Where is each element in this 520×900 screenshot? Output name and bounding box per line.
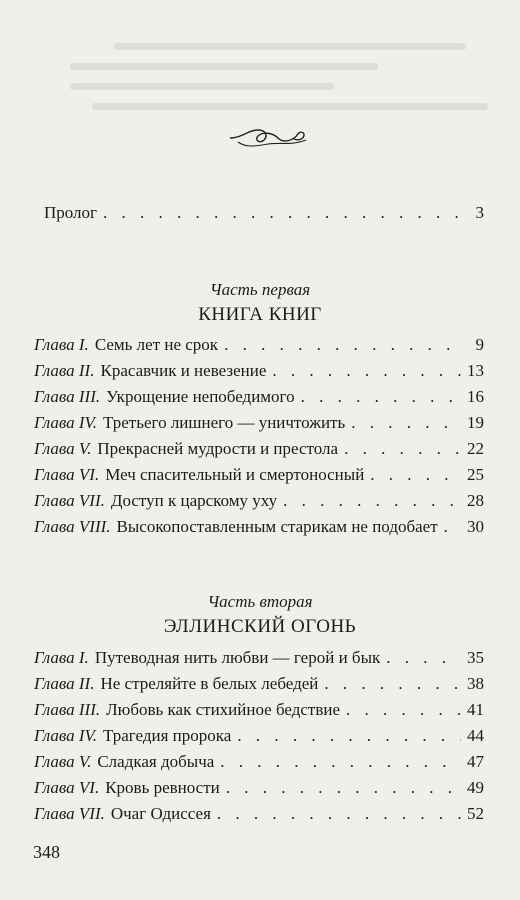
entry-title: Не стреляйте в белых лебедей <box>100 674 319 693</box>
entry-page: 19 <box>467 413 484 432</box>
entry-title: Сладкая добыча <box>97 752 215 771</box>
chapter-label: Глава V. <box>34 439 92 458</box>
toc-entry[interactable] <box>34 752 484 778</box>
entry-page: 13 <box>467 361 484 380</box>
leader-dots <box>346 700 461 720</box>
leader-dots <box>224 335 464 355</box>
entry-page: 44 <box>467 726 484 745</box>
toc-entry[interactable] <box>34 778 484 804</box>
entry-title: Очаг Одиссея <box>110 804 211 823</box>
chapter-label: Глава I. <box>34 335 89 354</box>
entry-title: Доступ к царскому уху <box>110 491 278 510</box>
leader-dots <box>351 413 461 433</box>
leader-dots <box>370 465 461 485</box>
entry-title: Пролог <box>44 203 98 222</box>
chapter-label: Глава II. <box>34 361 95 380</box>
chapter-label: Глава V. <box>34 752 92 771</box>
leader-dots <box>344 439 461 459</box>
toc-entry[interactable] <box>34 804 484 830</box>
entry-page: 25 <box>467 465 484 484</box>
entry-title: Кровь ревности <box>105 778 220 797</box>
leader-dots <box>324 674 461 694</box>
toc-entry[interactable] <box>34 465 484 491</box>
leader-dots <box>386 648 461 668</box>
leader-dots <box>272 361 461 381</box>
toc-entry[interactable] <box>34 674 484 700</box>
entry-title: Трагедия пророка <box>103 726 232 745</box>
entry-page: 16 <box>467 387 484 406</box>
entry-page: 35 <box>467 648 484 667</box>
chapter-label: Глава IV. <box>34 413 98 432</box>
toc-entry[interactable] <box>34 491 484 517</box>
entry-title: Путеводная нить любви — герой и бык <box>94 648 381 667</box>
leader-dots <box>444 517 461 537</box>
chapter-label: Глава I. <box>34 648 89 667</box>
toc-entry[interactable] <box>34 361 484 387</box>
leader-dots <box>237 726 461 746</box>
toc-entry[interactable] <box>34 726 484 752</box>
toc-entry[interactable] <box>34 413 484 439</box>
ornament-flourish-icon <box>228 122 310 154</box>
entry-title: Красавчик и невезение <box>100 361 267 380</box>
page-number: 348 <box>33 842 60 862</box>
leader-dots <box>220 752 461 772</box>
leader-dots <box>217 804 461 824</box>
entry-title: Любовь как стихийное бедствие <box>106 700 341 719</box>
entry-page: 47 <box>467 752 484 771</box>
entry-title: Высокопоставленным старикам не подобает <box>116 517 438 536</box>
chapter-label: Глава VII. <box>34 804 105 823</box>
part-two-label: Часть вторая <box>207 592 313 611</box>
chapter-label: Глава VIII. <box>34 517 111 536</box>
leader-dots <box>103 203 464 223</box>
toc-entry[interactable] <box>34 335 484 361</box>
entry-page: 30 <box>467 517 484 536</box>
leader-dots <box>283 491 461 511</box>
chapter-label: Глава III. <box>34 387 101 406</box>
entry-page: 41 <box>467 700 484 719</box>
chapter-label: Глава VI. <box>34 778 100 797</box>
entry-page: 49 <box>467 778 484 797</box>
entry-title: Укрощение непобедимого <box>106 387 295 406</box>
entry-title: Семь лет не срок <box>94 335 219 354</box>
toc-entry[interactable] <box>34 439 484 465</box>
entry-page: 28 <box>467 491 484 510</box>
chapter-label: Глава II. <box>34 674 95 693</box>
leader-dots <box>226 778 461 798</box>
chapter-label: Глава IV. <box>34 726 98 745</box>
entry-page: 22 <box>467 439 484 458</box>
toc-entry[interactable] <box>34 700 484 726</box>
part-one-label: Часть первая <box>209 280 311 299</box>
entry-page: 3 <box>475 203 484 222</box>
leader-dots <box>301 387 461 407</box>
entry-page: 38 <box>467 674 484 693</box>
toc-entry[interactable] <box>34 648 484 674</box>
entry-title: Меч спасительный и смертоносный <box>105 465 365 484</box>
entry-title: Третьего лишнего — уничтожить <box>103 413 346 432</box>
chapter-label: Глава VI. <box>34 465 100 484</box>
chapter-label: Глава VII. <box>34 491 105 510</box>
part-one-title: КНИГА КНИГ <box>198 304 322 325</box>
toc-entry-prologue[interactable] <box>44 203 484 229</box>
toc-entry[interactable] <box>34 387 484 413</box>
chapter-label: Глава III. <box>34 700 101 719</box>
entry-page: 9 <box>475 335 484 354</box>
toc-entry[interactable] <box>34 517 484 543</box>
entry-title: Прекрасней мудрости и престола <box>97 439 339 458</box>
entry-page: 52 <box>467 804 484 823</box>
part-two-title: ЭЛЛИНСКИЙ ОГОНЬ <box>163 616 357 637</box>
